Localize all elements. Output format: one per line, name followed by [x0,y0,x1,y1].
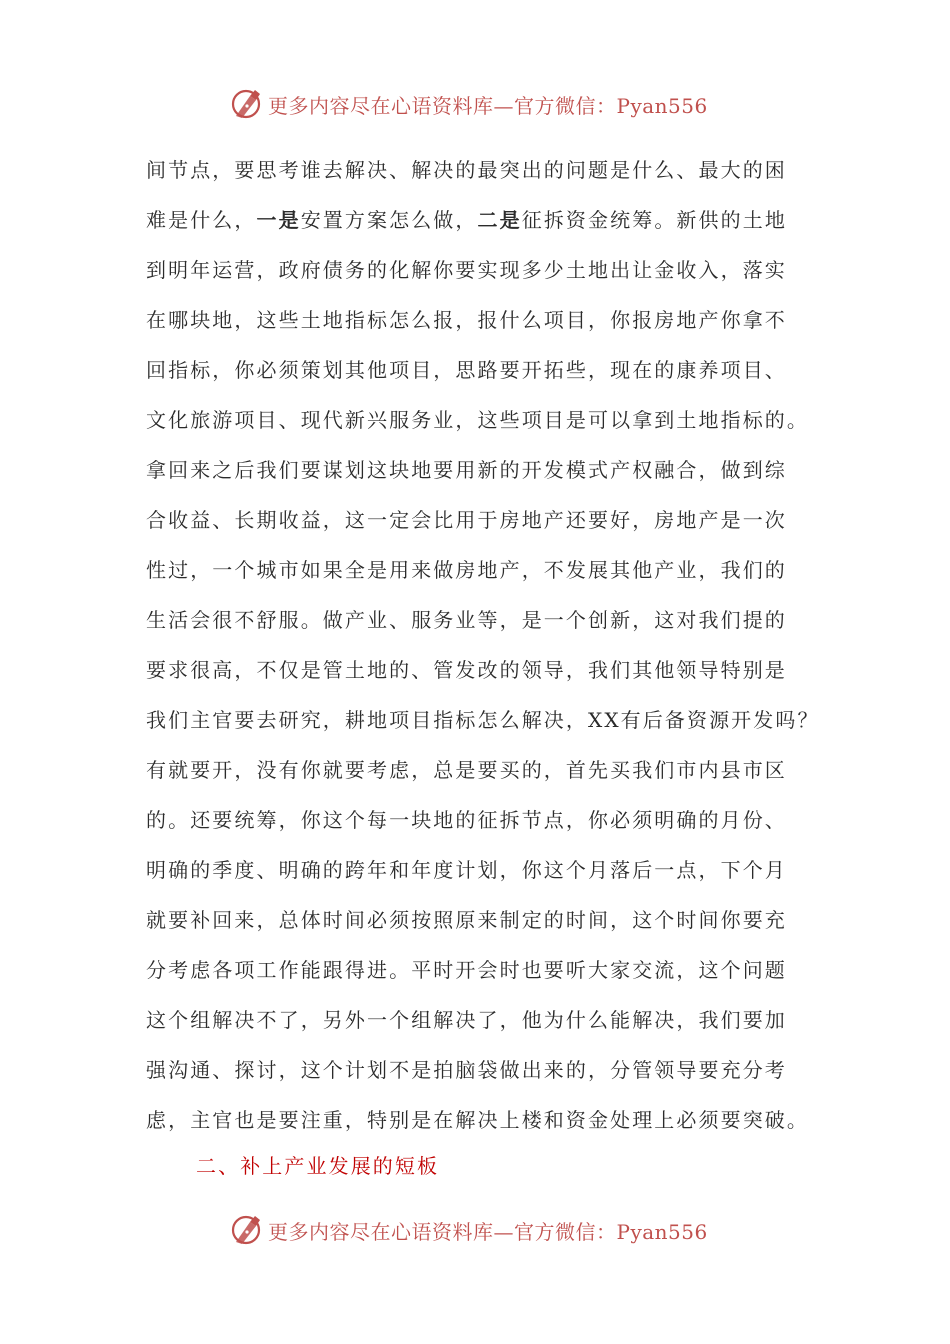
paragraph-line [146,495,816,545]
text-run: 合收益、长期收益，这一定会比用于房地产还要好，房地产是一次 [146,508,787,532]
paragraph-line [146,345,816,395]
text-run: 虑，主官也是要注重，特别是在解决上楼和资金处理上必须要突破。 [146,1108,809,1132]
text-run: 征拆资金统筹。新供的土地 [521,208,787,232]
text-run: 要求很高，不仅是管土地的、管发改的领导，我们其他领导特别是 [146,658,787,682]
paragraph-line [146,545,816,595]
text-run: 拿回来之后我们要谋划这块地要用新的开发模式产权融合，做到综 [146,458,787,482]
paragraph-line [146,995,816,1045]
text-run: 生活会很不舒服。做产业、服务业等，是一个创新，这对我们提的 [146,608,787,632]
text-run: 我们主官要去研究，耕地项目指标怎么解决，XX有后备资源开发吗？ [146,708,820,732]
paragraph-line [146,1045,816,1095]
text-run: 间节点，要思考谁去解决、解决的最突出的问题是什么、最大的困 [146,158,787,182]
paragraph-line [146,245,816,295]
paragraph-line [146,845,816,895]
text-run: 明确的季度、明确的跨年和年度计划，你这个月落后一点，下个月 [146,858,787,882]
text-run: 的。还要统筹，你这个每一块地的征拆节点，你必须明确的月份、 [146,808,787,832]
paragraph-line [146,945,816,995]
text-run: 就要补回来，总体时间必须按照原来制定的时间，这个时间你要充 [146,908,787,932]
paragraph-line [146,645,816,695]
text-run: 在哪块地，这些土地指标怎么报，报什么项目，你报房地产你拿不 [146,308,787,332]
text-run: 性过，一个城市如果全是用来做房地产，不发展其他产业，我们的 [146,558,787,582]
watermark-banner-bottom [228,1210,748,1250]
text-run: 回指标，你必须策划其他项目，思路要开拓些，现在的康养项目、 [146,358,787,382]
paragraph-line [146,695,820,745]
paragraph-line [146,745,816,795]
body-paragraph [146,145,820,1145]
text-run: 有就要开，没有你就要考虑，总是要买的，首先买我们市内县市区 [146,758,787,782]
text-run: 到明年运营，政府债务的化解你要实现多少土地出让金收入，落实 [146,258,787,282]
paragraph-line [146,195,816,245]
watermark-text: 更多内容尽在心语资料库—官方微信：Pyan556 [268,93,708,118]
watermark-banner-top [228,84,748,124]
text-run: 分考虑各项工作能跟得进。平时开会时也要听大家交流，这个问题 [146,958,787,982]
text-run: 安置方案怎么做， [300,208,478,232]
paragraph-line [146,795,816,845]
bold-emphasis: 一是 [256,208,301,232]
paragraph-line [146,595,816,645]
paragraph-line [146,445,816,495]
text-run: 强沟通、探讨，这个计划不是拍脑袋做出来的，分管领导要充分考 [146,1058,787,1082]
pen-nib-logo-icon [228,1212,264,1248]
paragraph-line [146,295,816,345]
paragraph-line [146,145,816,195]
bold-emphasis: 二是 [477,208,522,232]
pen-nib-logo-icon [228,86,264,122]
text-run: 这个组解决不了，另外一个组解决了，他为什么能解决，我们要加 [146,1008,787,1032]
paragraph-line [146,1095,816,1145]
watermark-text: 更多内容尽在心语资料库—官方微信：Pyan556 [268,1219,708,1244]
text-run: 难是什么， [146,208,257,232]
paragraph-line [146,395,816,445]
section-heading: 二、补上产业发展的短板 [196,1154,440,1178]
text-run: 文化旅游项目、现代新兴服务业，这些项目是可以拿到土地指标的。 [146,408,809,432]
paragraph-line [146,895,816,945]
